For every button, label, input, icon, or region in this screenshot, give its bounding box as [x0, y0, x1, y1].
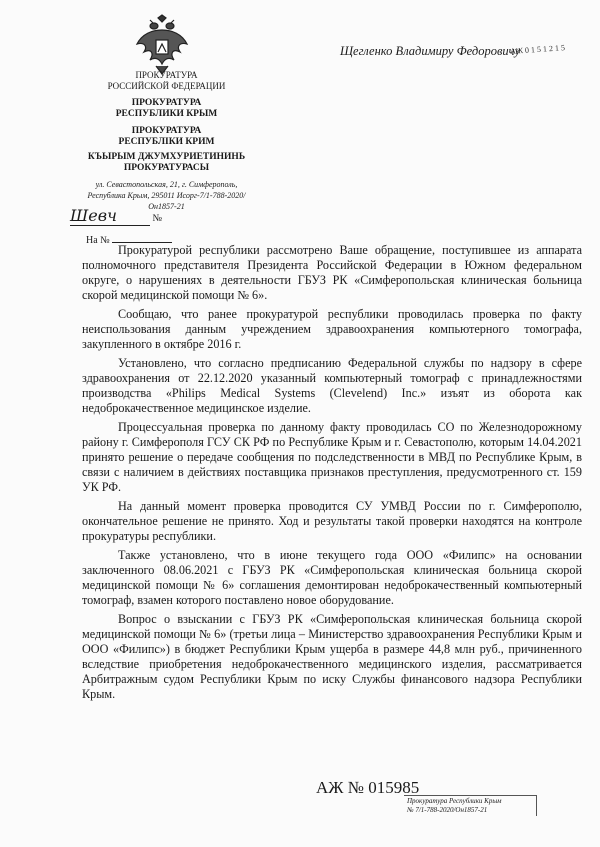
stamp-line: № 7/1-788-2020/Он1857-21: [407, 806, 488, 814]
header-line: ПРОКУРАТУРА: [131, 126, 202, 136]
outgoing-number-line: [70, 206, 162, 226]
paragraph: На данный момент проверка проводится СУ УМВД России по г. Симферополю, окончательное решение не принято. Ход и результаты такой проверки находятся на контроле прокуратуры республики.: [82, 499, 582, 543]
header-line: РОССИЙСКОЙ ФЕДЕРАЦИИ: [107, 81, 226, 91]
handwritten-signature: Шевч: [70, 206, 150, 226]
header-line: КЪЫРЫМ ДЖУМХУРИЕТИНИНЬ: [87, 152, 246, 162]
letter-body: [82, 243, 582, 706]
reference-label: На №: [86, 235, 110, 246]
stamp-line: Прокуратура Республики Крым: [407, 797, 502, 805]
header-line: РЕСПУБЛІКИ КРИМ: [118, 137, 215, 147]
paragraph: Также установлено, что в июне текущего года ООО «Филипс» на основании заключенного 08.06.2021 с ГБУЗ РК «Симферопольская клиническая больница скорой медицинской помощи № 6» соглашения демонтирован недоброкачественный компьютерный томограф, взамен которого поставлено новое оборудование.: [82, 548, 582, 607]
reg-number: Исорг-7/1-788-2020/Он1857-21: [148, 191, 246, 211]
office-header: [84, 70, 249, 212]
barcode-number: АЖ 0 1 5 1 2 1 5: [509, 43, 566, 56]
recipient: Щегленко Владимиру Федоровичу: [340, 44, 521, 58]
paragraph: Сообщаю, что ранее прокуратурой республики проводилась проверка по факту неиспользования данным учреждением здравоохранения компьютерного томографа, закупленного в октябре 2016 г.: [82, 307, 582, 351]
header-line: ПРОКУРАТУРАСЫ: [123, 163, 210, 173]
address-line: Республика Крым, 295011 Исорг-7/1-788-2020/Он1857-21: [87, 191, 246, 211]
eagle-emblem-icon: [134, 14, 190, 76]
header-line: РЕСПУБЛИКИ КРЫМ: [115, 109, 218, 119]
address-line: ул. Севастопольская, 21, г. Симферополь,: [95, 180, 238, 189]
form-serial-number: АЖ № 015985: [316, 778, 420, 797]
paragraph: Процессуальная проверка по данному факту проводилась СО по Железнодорожному району г. Симферополя ГСУ СК РФ по Республике Крым и г. Севастополю, которым 14.04.2021 принято решение о передаче сообщения по подследственности в МВД по Республике Крым, в связи с наличием в действиях поставщика признаков преступления, предусмотренного ст. 159 УК РФ.: [82, 420, 582, 494]
paragraph: Вопрос о взыскании с ГБУЗ РК «Симферопольская клиническая больница скорой медицинской помощи № 6» (третьи лица – Министерство здравоохранения Республики Крым и ООО «Филипс») в бюджет Республики Крым ущерба в размере 44,8 млн руб., причиненного вследствие приобретения недоброкачественного медицинского изделия, рассматривается Арбитражным судом Республики Крым по иску Службы финансового надзора Республики Крым.: [82, 612, 582, 701]
paragraph: Прокуратурой республики рассмотрено Ваше обращение, поступившее из аппарата полномочного представителя Президента Российской Федерации в Южном федеральном округе, о нарушениях в деятельности ГБУЗ РК «Симферопольская клиническая больница скорой медицинской помощи № 6».: [82, 243, 582, 302]
number-label: №: [152, 213, 163, 224]
paragraph: Установлено, что согласно предписанию Федеральной службы по надзору в сфере здравоохранения от 22.12.2020 указанный компьютерный томограф с принадлежностями производства «Philips Medical Systems (Clevelend) Inc.» изъят из оборота как недоброкачественное медицинское изделие.: [82, 356, 582, 415]
header-line: ПРОКУРАТУРА: [131, 98, 202, 108]
header-line: ПРОКУРАТУРА: [135, 70, 198, 80]
registration-stamp: [404, 795, 537, 816]
